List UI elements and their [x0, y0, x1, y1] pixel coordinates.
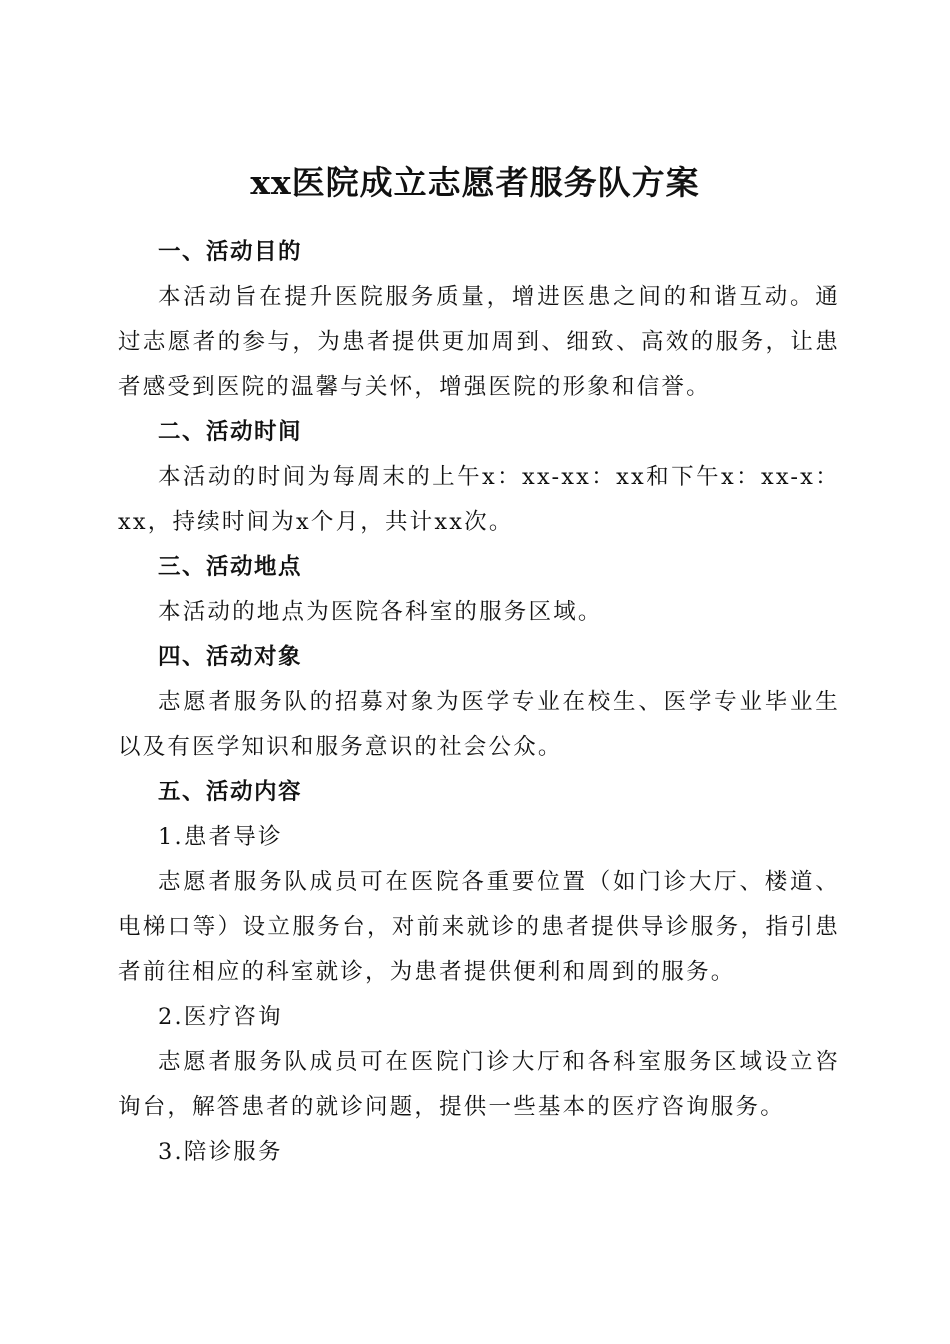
content-item-consultation-paragraph: 志愿者服务队成员可在医院门诊大厅和各科室服务区域设立咨询台，解答患者的就诊问题，提供一些基本的医疗咨询服务。 [118, 1049, 840, 1120]
document-title: xx医院成立志愿者服务队方案 [250, 163, 700, 203]
content-item-guidance-paragraph: 志愿者服务队成员可在医院各重要位置（如门诊大厅、楼道、电梯口等）设立服务台，对前来就诊的患者提供导诊服务，指引患者前往相应的科室就诊，为患者提供便利和周到的服务。 [118, 869, 840, 985]
section-heading-purpose: 一、活动目的 [158, 239, 303, 265]
section-paragraph-location: 本活动的地点为医院各科室的服务区域。 [158, 599, 603, 625]
section-heading-target: 四、活动对象 [158, 644, 303, 670]
document-body [118, 230, 840, 1175]
content-item-guidance-label: 1.患者导诊 [158, 824, 283, 850]
section-paragraph-purpose: 本活动旨在提升医院服务质量，增进医患之间的和谐互动。通过志愿者的参与，为患者提供更加周到、细致、高效的服务，让患者感受到医院的温馨与关怀，增强医院的形象和信誉。 [118, 284, 840, 400]
content-item-consultation-label: 2.医疗咨询 [158, 1004, 283, 1030]
section-heading-content: 五、活动内容 [158, 779, 303, 805]
section-heading-time: 二、活动时间 [158, 419, 303, 445]
section-paragraph-time: 本活动的时间为每周末的上午x：xx-xx：xx和下午x：xx-x：xx，持续时间为x个月，共计xx次。 [118, 464, 840, 535]
section-heading-location: 三、活动地点 [158, 554, 303, 580]
section-paragraph-target: 志愿者服务队的招募对象为医学专业在校生、医学专业毕业生以及有医学知识和服务意识的社会公众。 [118, 689, 840, 760]
content-item-escort-label: 3.陪诊服务 [158, 1139, 283, 1165]
